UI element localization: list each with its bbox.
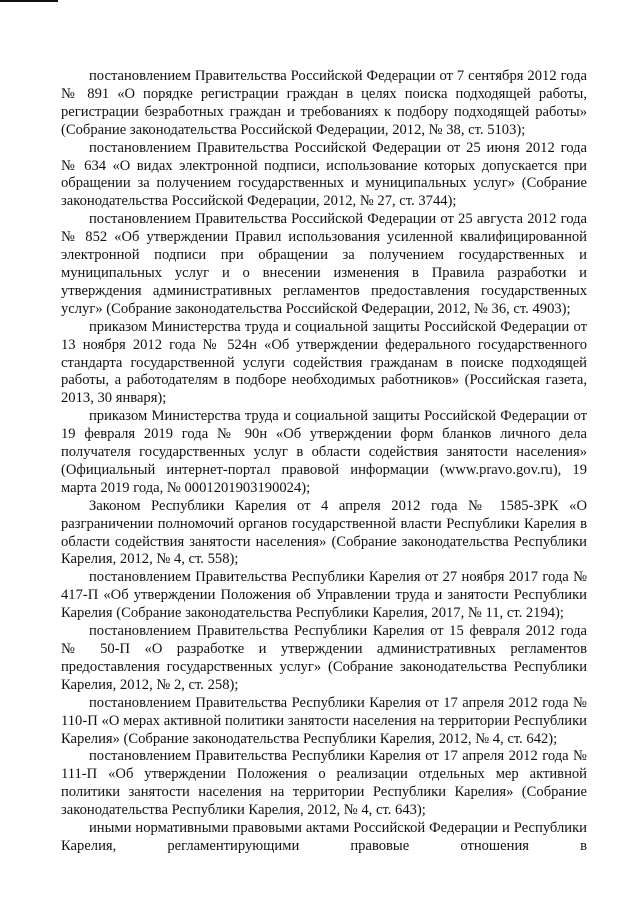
paragraph-decree-417-p: постановлением Правительства Республики Карелия от 27 ноября 2017 года № 417-П «Об утверждении Положения об Управлении труда и занятости Республики Карелия (Собрание законодательства Республики Карелия, 2017, № 11, ст. 2194); (61, 569, 587, 622)
document-page (61, 68, 587, 856)
paragraph-other-acts: иными нормативными правовыми актами Российской Федерации и Республики Карелия, регламентирующими правовые отношения в (61, 820, 587, 854)
paragraph-order-90n: приказом Министерства труда и социальной защиты Российской Федерации от 19 февраля 2019 года № 90н «Об утверждении форм бланков личного дела получателя государственных услуг в области содействия занятости населения» (Официальный интернет-портал правовой информации (www.pravo.gov.ru), 19 марта 2019 года, № 0001201903190024); (61, 408, 587, 496)
paragraph-decree-50-p: постановлением Правительства Республики Карелия от 15 февраля 2012 года № 50-П «О разработке и утверждении административных регламентов предоставления государственных услуг» (Собрание законодательства Республики Карелия, 2012, № 2, ст. 258); (61, 623, 587, 693)
paragraph-decree-111-p: постановлением Правительства Республики Карелия от 17 апреля 2012 года № 111-П «Об утверждении Положения о реализации отдельных мер активной политики занятости населения на территории Республики Карелия» (Собрание законодательства Республики Карелия, 2012, № 4, ст. 643); (61, 748, 587, 819)
paragraph-decree-891: постановлением Правительства Российской Федерации от 7 сентября 2012 года № 891 «О порядке регистрации граждан в целях поиска подходящей работы, регистрации безработных граждан и требованиях к подбору подходящей работы» (Собрание законодательства Российской Федерации, 2012, № 38, ст. 5103); (61, 68, 587, 138)
paragraph-law-1585-zrk: Законом Республики Карелия от 4 апреля 2012 года № 1585-ЗРК «О разграничении полномочий органов государственной власти Республики Карелия в области содействия занятости населения» (Собрание законодательства Республики Карелия, 2012, № 4, ст. 558); (61, 497, 587, 568)
paragraph-decree-110-p: постановлением Правительства Республики Карелия от 17 апреля 2012 года № 110-П «О мерах активной политики занятости населения на территории Республики Карелия» (Собрание законодательства Республики Карелия, 2012, № 4, ст. 642); (61, 694, 587, 747)
scan-edge-mark (0, 0, 58, 2)
paragraph-decree-852: постановлением Правительства Российской Федерации от 25 августа 2012 года № 852 «Об утверждении Правил использования усиленной квалифицированной электронной подписи при обращении за получением государственных и муниципальных услуг и о внесении изменения в Правила разработки и утверждения административных регламентов предоставления государственных услуг» (Собрание законодательства Российской Федерации, 2012, № 36, ст. 4903); (61, 211, 587, 317)
paragraph-decree-634: постановлением Правительства Российской Федерации от 25 июня 2012 года № 634 «О видах электронной подписи, использование которых допускается при обращении за получением государственных и муниципальных услуг» (Собрание законодательства Российской Федерации, 2012, № 27, ст. 3744); (61, 139, 587, 210)
paragraph-order-524n: приказом Министерства труда и социальной защиты Российской Федерации от 13 ноября 2012 года № 524н «Об утверждении федерального государственного стандарта государственной услуги содействия гражданам в поиске подходящей работы, а работодателям в подборе необходимых работников» (Российская газета, 2013, 30 января); (61, 318, 587, 407)
